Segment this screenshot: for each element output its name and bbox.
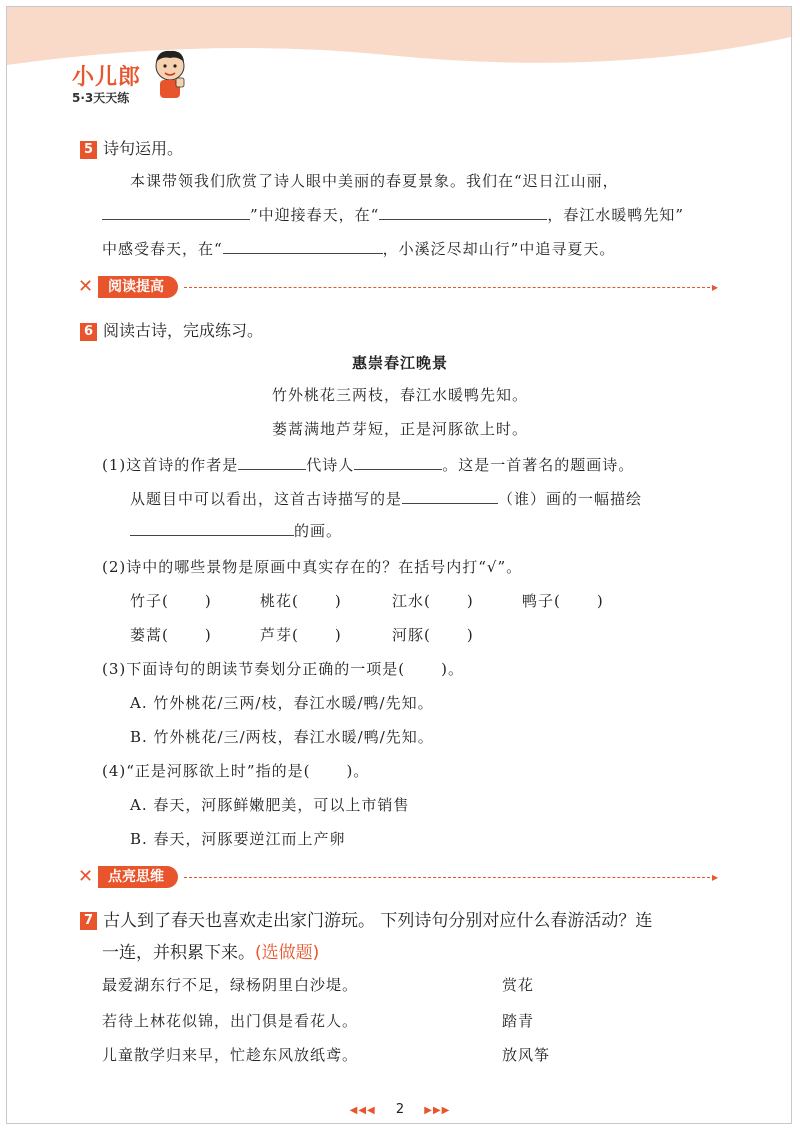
q6-sub1-line1: [102, 454, 634, 475]
q5-title: 诗句运用。: [103, 139, 184, 158]
brand-logo: [72, 60, 141, 106]
q6-sub1-line3: [130, 520, 342, 541]
q5-blank3[interactable]: [223, 238, 383, 254]
q6-sub3-option-b: B. 竹外桃花/三/两枝，春江水暖/鸭/先知。: [130, 728, 434, 746]
q7-row-2: [102, 1010, 534, 1031]
section-banner-reading: [78, 276, 718, 298]
q5-line3a: 中感受春天，在“: [102, 240, 223, 258]
q6-blank-poet[interactable]: [354, 454, 442, 470]
q6-sub3: (3)下面诗句的朗读节奏划分正确的一项是( )。: [102, 660, 464, 678]
header-band: [7, 7, 791, 67]
q6-sub1-f: 的画。: [294, 522, 343, 540]
item-bamboo: 竹子( ): [130, 592, 212, 610]
q6-sub4-option-a: A. 春天，河豚鲜嫩肥美，可以上市销售: [130, 796, 410, 814]
item-river: 江水( ): [392, 592, 474, 610]
item-artemisia: 蒌蒿( ): [130, 626, 212, 644]
poem-title: 惠崇春江晚景: [351, 354, 448, 372]
next-triangles-icon: ▶▶▶: [424, 1105, 451, 1116]
banner-reading-label: 阅读提高: [98, 276, 178, 298]
q5-line2: [102, 204, 684, 225]
poem-line1: 竹外桃花三两枝，春江水暖鸭先知。: [271, 386, 528, 404]
prev-triangles-icon: ◀◀◀: [349, 1105, 376, 1116]
q5-blank2[interactable]: [379, 204, 547, 220]
q7-row-3: [102, 1044, 550, 1065]
q6-blank-dynasty[interactable]: [238, 454, 306, 470]
q7-title-row1: [80, 906, 652, 931]
q6-items-row1: [130, 590, 604, 611]
q6-sub1-d: 从题目中可以看出，这首古诗描写的是: [130, 490, 403, 508]
q7-title-row2: [102, 938, 319, 963]
x-icon: ✕: [78, 276, 94, 297]
q7-poem-2: 若待上林花似锦，出门俱是看花人。: [102, 1012, 359, 1030]
q6-sub1-line2: [130, 488, 642, 509]
q5-line3: [102, 238, 615, 259]
page-footer: [0, 1102, 800, 1117]
banner-thinking-label: 点亮思维: [98, 866, 178, 888]
x-icon: ✕: [78, 866, 94, 887]
item-duck: 鸭子( ): [522, 592, 604, 610]
q6-title-row: [80, 318, 263, 341]
q6-number-badge: 6: [80, 323, 97, 341]
chevron-right-icon: ▸: [711, 870, 718, 884]
page-number: 2: [395, 1102, 405, 1117]
q6-title: 阅读古诗，完成练习。: [103, 321, 264, 340]
q7-activity-2[interactable]: 踏青: [502, 1012, 535, 1030]
section-banner-thinking: [78, 866, 718, 888]
brand-series: 5·3天天练: [72, 91, 130, 105]
q6-blank-scene[interactable]: [130, 520, 294, 536]
q7-poem-1: 最爱湖东行不足，绿杨阴里白沙堤。: [102, 976, 359, 994]
item-pufferfish: 河豚( ): [392, 626, 474, 644]
q5-number-badge: 5: [80, 141, 97, 159]
optional-tag: (选做题): [255, 943, 320, 963]
q7-title2: 一连，并积累下来。: [102, 943, 255, 963]
q7-activity-3[interactable]: 放风筝: [502, 1046, 551, 1064]
mascot-boy-icon: [150, 48, 190, 100]
q7-number-badge: 7: [80, 912, 97, 930]
q7-row-1: [102, 974, 534, 995]
q6-sub2: (2)诗中的哪些景物是原画中真实存在的？在括号内打“√”。: [102, 558, 523, 576]
q7-activity-1[interactable]: 赏花: [502, 976, 535, 994]
q5-line2a: ”中迎接春天，在“: [250, 206, 380, 224]
q5-line2b: ，春江水暖鸭先知”: [547, 206, 685, 224]
q5-line1: 本课带领我们欣赏了诗人眼中美丽的春夏景象。我们在“迟日江山丽，: [130, 172, 619, 190]
q5-title-row: [80, 136, 183, 159]
item-reed: 芦芽( ): [260, 626, 342, 644]
q6-blank-painter[interactable]: [402, 488, 498, 504]
q6-sub3-text: (3)下面诗句的朗读节奏划分正确的一项是(: [102, 660, 406, 678]
q6-sub1-b: 代诗人: [306, 456, 355, 474]
q6-items-row2: [130, 624, 474, 645]
q6-sub4-option-b: B. 春天，河豚要逆江而上产卵: [130, 830, 346, 848]
poem-line2: 蒌蒿满地芦芽短，正是河豚欲上时。: [271, 420, 528, 438]
item-peach: 桃花( ): [260, 592, 342, 610]
q6-sub1-a: (1)这首诗的作者是: [102, 456, 239, 474]
q7-poem-3: 儿童散学归来早，忙趁东风放纸鸢。: [102, 1046, 359, 1064]
brand-name: 小儿郎: [72, 65, 142, 90]
q5-line3b: ，小溪泛尽却山行”中追寻夏天。: [382, 240, 616, 258]
dashed-divider: [184, 877, 710, 878]
q6-sub3-option-a: A. 竹外桃花/三两/枝，春江水暖/鸭/先知。: [130, 694, 434, 712]
q6-sub4-text: (4)“正是河豚欲上时”指的是(: [102, 762, 311, 780]
chevron-right-icon: ▸: [711, 280, 718, 294]
q6-sub4: (4)“正是河豚欲上时”指的是( )。: [102, 762, 370, 780]
q5-blank1[interactable]: [102, 204, 250, 220]
q7-title1: 古人到了春天也喜欢走出家门游玩。 下列诗句分别对应什么春游活动？连: [103, 911, 653, 931]
q6-sub1-c: 。这是一首著名的题画诗。: [442, 456, 635, 474]
dashed-divider: [184, 287, 710, 288]
q6-sub1-e: （谁）画的一幅描绘: [498, 490, 643, 508]
